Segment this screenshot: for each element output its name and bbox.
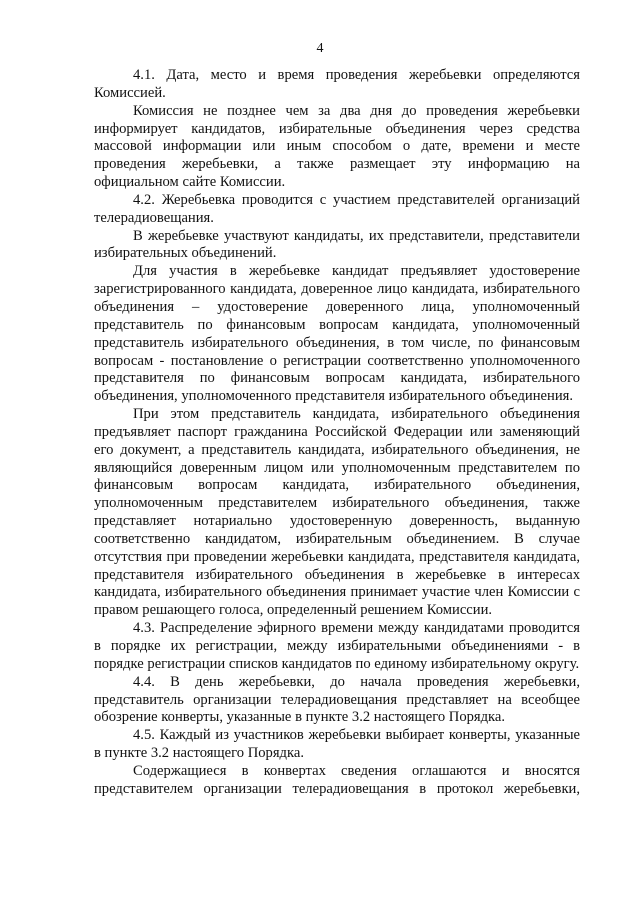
paragraph-representatives: При этом представитель кандидата, избирательного объединения предъявляет паспорт гражданина Российской Федерации или заменяющий его документ, а представитель кандидата, избирательного объединения, не являющийся доверенным лицом или уполномоченным представителем по финансовым вопросам кандидата, избирательного объединения, уполномоченным представителем избирательного объединения, также представляет нотариально удостоверенную доверенность, выданную соответственно кандидатом, избирательным объединением. В случае отсутствия при проведении жеребьевки кандидата, представителя кандидата, представителя избирательного объединения в жеребьевке в интересах кандидата, избирательного объединения принимает участие член Комиссии с правом решающего голоса, определенный решением Комиссии. bbox=[94, 406, 580, 619]
paragraph-4-4: 4.4. В день жеребьевки, до начала проведения жеребьевки, представитель организации телерадиовещания представляет на всеобщее обозрение конверты, указанные в пункте 3.2 настоящего Порядка. bbox=[94, 673, 580, 726]
paragraph-4-2: 4.2. Жеребьевка проводится с участием представителей организаций телерадиовещания. bbox=[94, 191, 580, 226]
paragraph-4-1: 4.1. Дата, место и время проведения жеребьевки определяются Комиссией. bbox=[94, 67, 580, 101]
page-number: 4 bbox=[316, 41, 324, 56]
document-body bbox=[94, 67, 580, 799]
paragraph-commission-notice: Комиссия не позднее чем за два дня до проведения жеребьевки информирует кандидатов, избирательные объединения через средства массовой информации или иным способом о дате, времени и месте проведения жеребьевки, а также размещает эту информацию на официальном сайте Комиссии. bbox=[94, 102, 580, 191]
paragraph-participants: В жеребьевке участвуют кандидаты, их представители, представители избирательных объединений. bbox=[94, 227, 580, 262]
paragraph-envelope-info: Содержащиеся в конвертах сведения оглашаются и вносятся представителем организации телерадиовещания в протокол жеребьевки, bbox=[94, 762, 580, 797]
paragraph-4-3: 4.3. Распределение эфирного времени между кандидатами проводится в порядке их регистрации, между избирательными объединениями - в порядке регистрации списков кандидатов по единому избирательному округу. bbox=[94, 620, 580, 672]
paragraph-credentials: Для участия в жеребьевке кандидат предъявляет удостоверение зарегистрированного кандидата, доверенное лицо кандидата, избирательного объединения – удостоверение доверенного лица, уполномоченный представитель по финансовым вопросам кандидата, уполномоченный представитель избирательного объединения, в том числе, по финансовым вопросам - постановление о регистрации соответственно уполномоченного представителя по финансовым вопросам кандидата, избирательного объединения, уполномоченного представителя избирательного объединения. bbox=[94, 263, 580, 405]
paragraph-4-5: 4.5. Каждый из участников жеребьевки выбирает конверты, указанные в пункте 3.2 настоящего Порядка. bbox=[94, 727, 580, 762]
